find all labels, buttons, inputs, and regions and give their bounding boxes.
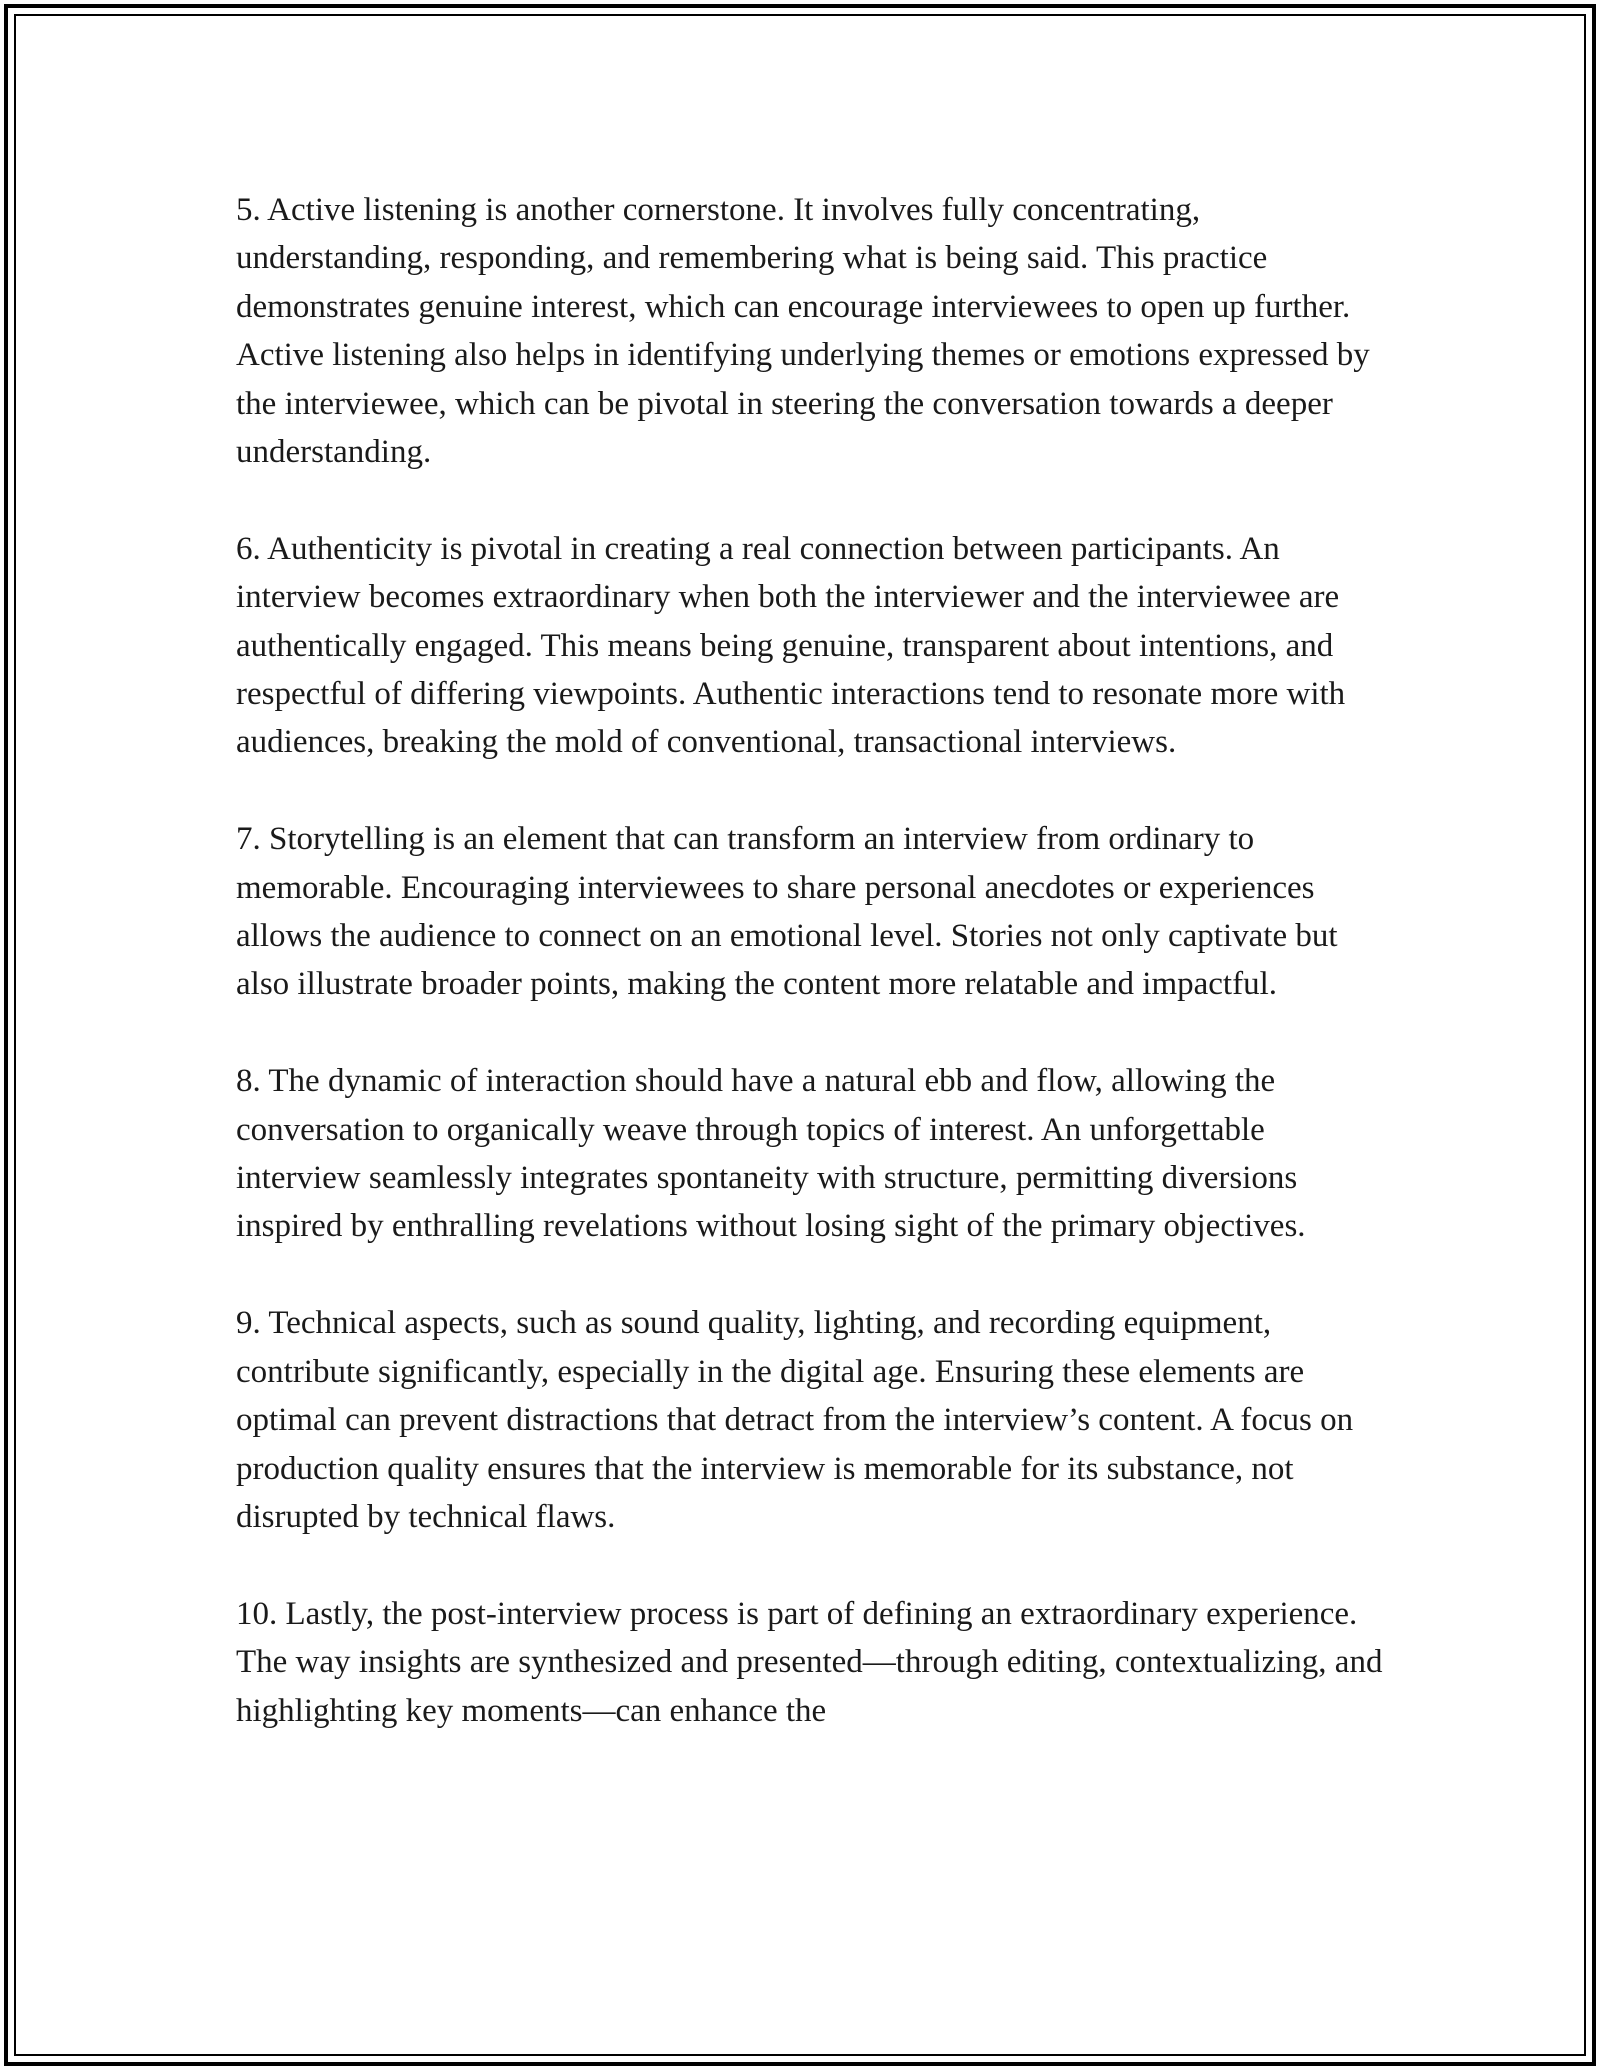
paragraph-5: 5. Active listening is another cornerstone. It involves fully concentrating, understanding, responding, and remembering what is being said. This practice demonstrates genuine interest, which can encourage interviewees to open up further. Active listening also helps in identifying underlying themes or emotions expressed by the interviewee, which can be pivotal in steering the conversation towards a deeper understanding.	[236, 192, 1370, 471]
paragraph-7: 7. Storytelling is an element that can transform an interview from ordinary to memorable. Encouraging interviewees to share personal anecdotes or experiences allows the audience to connect on an emotional level. Stories not only captivate but also illustrate broader points, making the content more relatable and impactful.	[236, 821, 1338, 1003]
paragraph-8: 8. The dynamic of interaction should have a natural ebb and flow, allowing the conversation to organically weave through topics of interest. An unforgettable interview seamlessly integrates spontaneity with structure, permitting diversions inspired by enthralling revelations without losing sight of the primary objectives.	[236, 1063, 1306, 1245]
paragraph-10: 10. Lastly, the post-interview process is part of defining an extraordinary experience. The way insights are synthesized and presented—through editing, contextualizing, and highlighting key moments—can enhance the	[236, 1595, 1383, 1729]
paragraph-6: 6. Authenticity is pivotal in creating a real connection between participants. An interview becomes extraordinary when both the interviewer and the interviewee are authentically engaged. This means being genuine, transparent about intentions, and respectful of differing viewpoints. Authentic interactions tend to resonate more with audiences, breaking the mold of conventional, transactional interviews.	[236, 530, 1346, 761]
document-body	[236, 186, 1386, 1735]
paragraph-9: 9. Technical aspects, such as sound quality, lighting, and recording equipment, contribute significantly, especially in the digital age. Ensuring these elements are optimal can prevent distractions that detract from the interview’s content. A focus on production quality ensures that the interview is memorable for its substance, not disrupted by technical flaws.	[236, 1305, 1354, 1535]
